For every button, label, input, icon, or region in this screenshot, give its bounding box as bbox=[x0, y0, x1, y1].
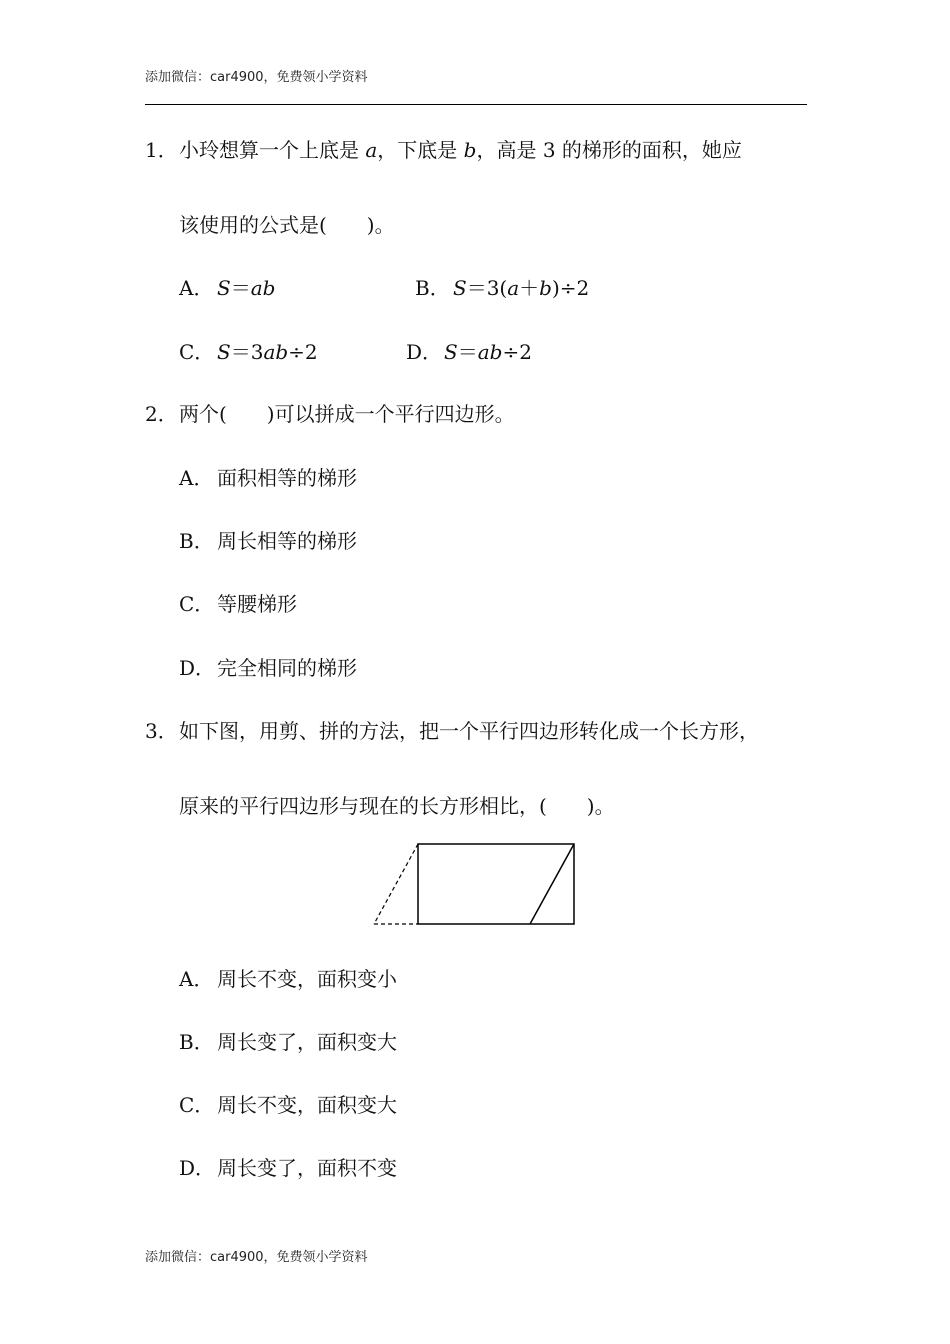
moved-triangle-edge bbox=[530, 844, 574, 924]
q1-number: 1． bbox=[145, 138, 178, 162]
q2-option-a[interactable]: A． 面积相等的梯形 bbox=[179, 466, 357, 490]
q3-stem-line2: 原来的平行四边形与现在的长方形相比，( )。 bbox=[179, 794, 615, 818]
q3-option-d[interactable]: D．周长变了，面积不变 bbox=[179, 1156, 397, 1180]
dashed-cut-left-edge bbox=[374, 844, 418, 924]
header-divider bbox=[145, 104, 807, 105]
q1-option-c[interactable]: C． S＝3ab÷2 bbox=[179, 340, 318, 364]
rectangle-shape bbox=[418, 844, 574, 924]
q2-stem: 2．两个( )可以拼成一个平行四边形。 bbox=[145, 402, 515, 426]
q1-stem-line2: 该使用的公式是( )。 bbox=[179, 213, 395, 237]
q3-option-a[interactable]: A． 周长不变，面积变小 bbox=[179, 967, 397, 991]
q3-number: 3． bbox=[145, 719, 178, 743]
q1-var-a: a bbox=[365, 138, 378, 162]
q3-option-c[interactable]: C． 周长不变，面积变大 bbox=[179, 1093, 397, 1117]
q3-stem-line1: 3．如下图，用剪、拼的方法，把一个平行四边形转化成一个长方形， bbox=[145, 719, 759, 743]
q1-var-b: b bbox=[463, 138, 477, 162]
q2-option-b[interactable]: B． 周长相等的梯形 bbox=[179, 529, 357, 553]
q2-number: 2． bbox=[145, 402, 178, 426]
page-header: 添加微信：car4900，免费领小学资料 bbox=[145, 70, 368, 85]
q1-option-b[interactable]: B． S＝3(a＋b)÷2 bbox=[415, 276, 590, 300]
q1-option-a[interactable]: A． S＝ab bbox=[179, 276, 276, 300]
q2-option-d[interactable]: D．完全相同的梯形 bbox=[179, 656, 357, 680]
q1-option-d[interactable]: D．S＝ab÷2 bbox=[406, 340, 532, 364]
parallelogram-to-rectangle-figure bbox=[368, 838, 580, 930]
page-footer: 添加微信：car4900，免费领小学资料 bbox=[145, 1250, 368, 1265]
q2-option-c[interactable]: C． 等腰梯形 bbox=[179, 592, 297, 616]
q1-stem-line1: 1．小玲想算一个上底是 a，下底是 b，高是 3 的梯形的面积，她应 bbox=[145, 138, 742, 162]
q3-option-b[interactable]: B． 周长变了，面积变大 bbox=[179, 1030, 397, 1054]
